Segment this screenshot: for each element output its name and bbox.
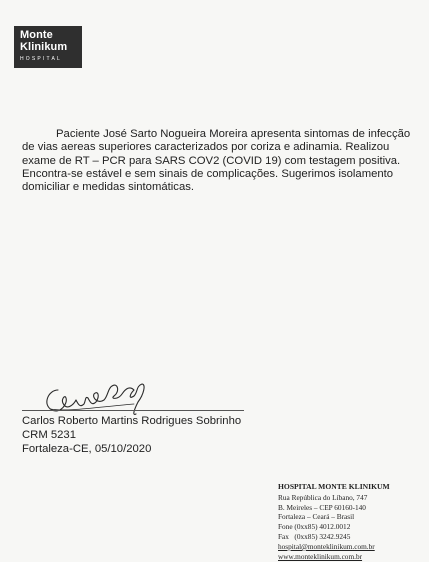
footer-hospital-name: HOSPITAL MONTE KLINIKUM [278,482,390,491]
footer-district: B. Meireles – CEP 60160-140 [278,502,366,512]
medical-report-body [22,128,417,194]
footer-email-link[interactable]: hospital@monteklinikum.com.br [278,541,375,551]
footer-fax: Fax (0xx85) 3242.9245 [278,531,351,541]
signer-name: Carlos Roberto Martins Rodrigues Sobrinho [22,415,242,427]
footer-website-link[interactable]: www.monteklinikum.com.br [278,551,363,561]
footer-street: Rua República do Líbano, 747 [278,492,368,502]
logo-line-1: Monte [20,29,53,41]
footer-city: Fortaleza – Ceará – Brasil [278,512,355,522]
logo-line-3: HOSPITAL [20,56,62,62]
footer-phone: Fone (0xx85) 4012.0012 [278,522,351,532]
signer-crm: CRM 5231 [22,428,76,441]
signature-line [22,410,244,411]
signer-place-date: Fortaleza-CE, 05/10/2020 [22,442,152,455]
hospital-logo [14,26,82,68]
logo-line-2: Klinikum [20,41,68,53]
report-paragraph: Paciente José Sarto Nogueira Moreira apresenta sintomas de infecção de vias aereas superiores caracterizados por coriza e adinamia. Realizou exame de RT – PCR para SARS COV2 (COVID 19) com testagem positiva. Encontra-se estável e sem sinais de complicações. Sugerimos isolamento domiciliar e medidas sintomáticas. [22,128,411,194]
signer-block [22,415,282,456]
hospital-contact-footer [278,482,423,561]
handwritten-signature [38,360,158,420]
